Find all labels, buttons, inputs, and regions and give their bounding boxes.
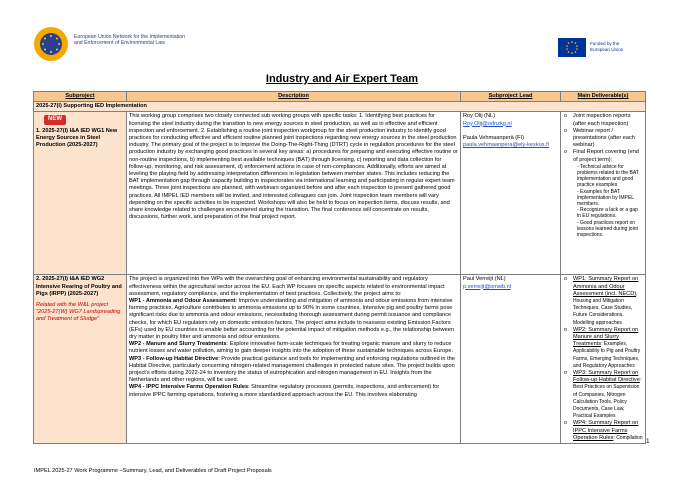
wp-title: WP4 - IPPC Intensive Farms Operation Rules (129, 384, 249, 391)
column-header: Subproject (34, 92, 127, 102)
column-header: Subproject Lead (461, 92, 561, 102)
wp-paragraph (129, 356, 458, 385)
wp-paragraph (129, 384, 458, 398)
description-text: This working group comprises two closely connected sub working groups with specific tasks: 1. Identifying best practices for licensing the steel industry during the transition to new energy sources in steel production, as well as in effective and efficient inspection and enforcement. 2. Establishing a routine joint inspection workgroup for the steel production industry to identify good practices for conducting effective and efficient routine planned joint inspections regarding new energy sources in the steel production industry. The primary goal of the project is to improve the Doing-The-Right-Thing (DTRT) cycle in regulation procedures for the steel production industry by exchanging good practices in several key areas: a) procedures for preparing and executing effective routine or non-routine inspections, b) implementing best available techniques (BAT) through licensing, c) reporting and data collection for follow-up, monitoring, and risk assessment, d) enforcement actions in case of non-compliances. Additionally, efforts are aimed at leveling the playing field by addressing interpretation differences in legislation between member states. This includes reducing the BAT implementation gap through capacity building in inspectorates via international learning and participating in regular expert team meetings. Three joint inspections are planned, with webinars organized before and after each inspection to present gathered good practices. All IMPEL IED members will be invited, and interested colleagues can join. Joint inspection team members will vary depending on the specific activities to be inspected. Workshops will also be held to focus on inspection items, discuss results, and share knowledge related to challenges encountered during the transition. The final conference will concentrate on results, discussions, further work, and preparation of the final project report. (129, 113, 458, 221)
lead-name: Paul Verreijt (NL) (463, 276, 506, 283)
sub-item: - Recognize a lack or a gap in EU regulations. (577, 207, 638, 220)
column-header: Description (127, 92, 461, 102)
list-item (573, 370, 643, 420)
wp-text: : Streamline regulatory processes (permits, inspections, and enforcement) for intensive IPPC farming operations, fostering a more standardized approach across the EU. This involves elaborating (129, 384, 440, 398)
list-item (573, 276, 643, 326)
page-header (0, 0, 684, 64)
deliverables-list (563, 276, 643, 442)
subproject-cell (34, 112, 127, 275)
section-row (34, 102, 646, 112)
sub-item: - Technical advice for problems related to the BAT implementation and good practice examples (577, 163, 639, 189)
list-item: o Webinar report / presentations (after each webinar) (573, 128, 643, 150)
organization-name (74, 34, 214, 47)
wp-text: : Improve understanding and mitigation of ammonia and odour emissions from intensive farming practices. Agriculture contributes to ammonia emissions up to 90% in some countries. Intensive pig and poultry farms pose significant risks due to ammonia and odour emissions, necessitating thorough assessment during permit issuance and compliance checks, for which EU regulators rely on domestic emission factors. The project aims include to reassess existing Emission Factors (EFs) used by EU countries to enable better accounting for the potential impact of mitigation methods e.g., the relationship between dry matter in poultry litter and ammonia and odour emissions. (129, 298, 454, 341)
lead-name: Paula Vehmaanperä (FI) (463, 134, 524, 141)
org-line-2: and Enforcement of Environmental Law (74, 40, 165, 47)
deliverable-title: WP1: Summary Report on Ammonia and Odour Assessment (incl. NECD) (573, 276, 639, 297)
final-report-label: Final Report covering (end of project term): (573, 149, 639, 163)
page-title: Industry and Air Expert Team (265, 73, 419, 85)
lead-email-link[interactable]: paula.vehmaanpera@ely-keskus.fi (463, 142, 549, 149)
list-item: o Joint inspection reports (after each inspection) (573, 113, 643, 127)
deliverable-detail: : Compilation (613, 434, 643, 441)
eu-flag-icon (558, 38, 586, 57)
funded-line-2: European Union (590, 46, 624, 52)
deliverable-title: WP2: Summary Report on Manure and Slurry Treatments (573, 326, 639, 348)
list-item (573, 149, 643, 238)
funded-line-1: Funded by the (590, 41, 620, 46)
related-project-note: Related with the W&L project "2025-27(W) WG7 Landspreading and Treatment of Sludge" (36, 302, 121, 323)
section-title: 2025-27(I) Supporting IED Implementation (34, 102, 646, 112)
deliverables-cell (561, 275, 646, 444)
table-header-row (34, 92, 646, 102)
wp-text: : Provide practical guidance and tools for implementing and enforcing regulations outlined in the Habitat Directive, particularly concerning nitrogen-related management challenges in protected nature sites. The project builds upon project's efforts during 2022-24 to inventory the status of eutrophication and nitrogen management in EU. Insights from the Netherlands and other regions, will be used. (129, 355, 455, 384)
description-cell (127, 275, 461, 444)
wp-title: WP1 - Ammonia and Odour Assessment (129, 298, 236, 305)
subproject-cell (34, 275, 127, 444)
subproject-title: 2. 2025-27(I) I&A IED WG2 Intensive Rearing of Poultry and Pigs (IRPP) (2025-2027) (36, 276, 122, 297)
wp-title: WP3 - Follow-up Habitat Directive (129, 355, 219, 362)
wp-text: : Explore innovative farm-scale techniques for treating organic manure and slurry to reduce nutrient losses and water pollution, aiming to gain deeper insights into the adoption of these sustainable techniques across Europe. (129, 341, 454, 355)
funded-by-eu-text (590, 41, 623, 52)
lead-cell (461, 275, 561, 444)
deliverable-detail: , Housing and Mitigation Techniques, Case Studies, Future Considerations, Modelling approaches (573, 290, 638, 326)
page-footer: IMPEL 2025-27 Work Programme –Summary, Lead, and Deliverables of Draft Project Proposals (34, 468, 272, 474)
sub-item: - Examples for BAT implementation by IMPEL members. (577, 188, 634, 208)
description-intro: The project is organized into five WPs with the overarching goal of enhancing environmental sustainability and regulatory effectiveness within the agricultural sector across the EU. Each WP focuses on specific aspects related to environmental impact assessment, regulatory compliance, and the implementation of best practices. Collectively, the project aims to: (129, 276, 445, 297)
deliverable-detail: : Best Practices on Supervision of Companies, Nitrogen Calculation Tools, Policy Documents, Case Law, Practical Examples (573, 377, 642, 420)
lead-email-link[interactable]: p.verreijt@omwb.nl (463, 283, 511, 290)
description-cell (127, 112, 461, 275)
list-item (573, 420, 643, 442)
impel-logo (34, 27, 68, 61)
page-number: 1 (646, 438, 650, 445)
deliverables-cell (561, 112, 646, 275)
deliverable-title: WP3: Summary Report on Follow-up Habitat Directive (573, 370, 640, 384)
lead-cell (461, 112, 561, 275)
deliverable-detail: : Examples, Applicability to Pig and Poultry Farms, Emerging Techniques, and Regulatory Approaches (573, 341, 641, 369)
table-row (34, 275, 646, 444)
wp-paragraph (129, 341, 458, 355)
projects-table (33, 91, 646, 444)
lead-name: Roy Olij (NL) (463, 113, 496, 120)
deliverables-list (563, 113, 643, 238)
new-badge: NEW (44, 115, 66, 124)
sub-item: - Good practices report on lessons learned during joint inspections. (577, 219, 638, 239)
lead-email-link[interactable]: Roy.Olij@odnzkg.nl (463, 120, 512, 127)
org-line-1: European Union Network for the Implementation (74, 34, 186, 40)
wp-paragraph (129, 298, 458, 341)
column-header: Main Deliverable(s) (561, 92, 646, 102)
list-item (573, 327, 643, 370)
subproject-title: 1. 2025-27(I) I&A IED WG1 New Energy Sources in Steel Production (2025-2027) (36, 127, 118, 149)
wp-title: WP2 - Manure and Slurry Treatments (129, 341, 227, 348)
table-row (34, 112, 646, 275)
deliverable-title: WP4: Summary Report on IPPC Intensive Farms Operation Rules (573, 420, 639, 441)
